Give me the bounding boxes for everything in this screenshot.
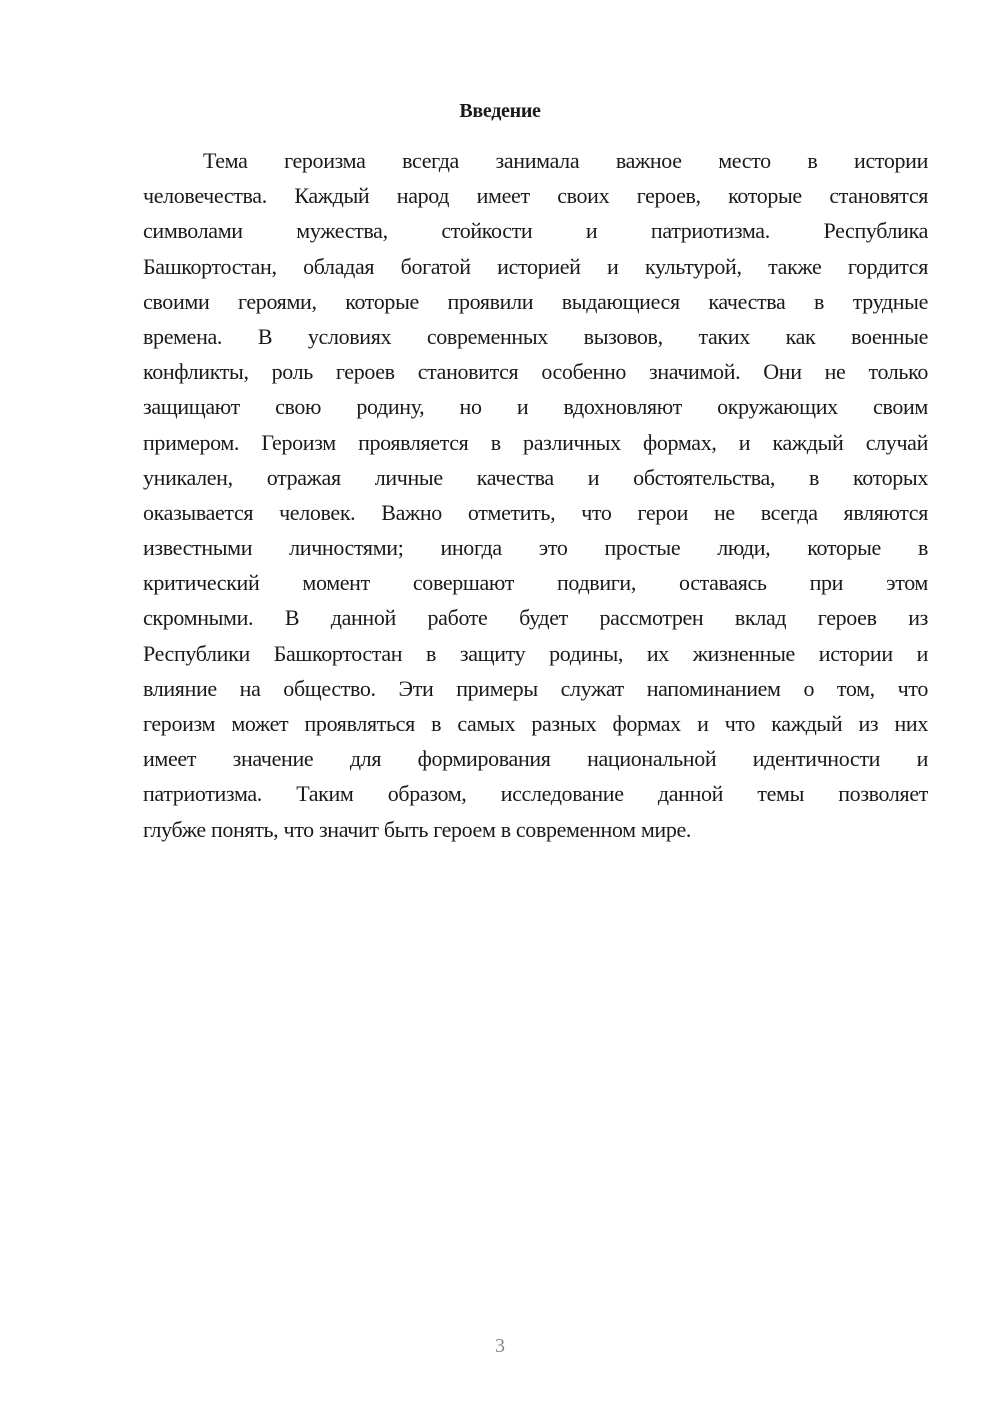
paragraph-line: человечества. Каждый народ имеет своих героев, которые становятся <box>143 183 928 209</box>
paragraph-line: защищают свою родину, но и вдохновляют окружающих своим <box>143 394 928 420</box>
paragraph-line: влияние на общество. Эти примеры служат напоминанием о том, что <box>143 675 928 701</box>
paragraph-line: глубже понять, что значит быть героем в современном мире. <box>143 816 692 842</box>
paragraph-line: уникален, отражая личные качества и обстоятельства, в которых <box>143 464 928 490</box>
paragraph-line: имеет значение для формирования национальной идентичности и <box>143 746 928 772</box>
paragraph-line: критический момент совершают подвиги, оставаясь при этом <box>143 570 928 596</box>
paragraph-line: патриотизма. Таким образом, исследование данной темы позволяет <box>143 781 928 807</box>
paragraph-line: примером. Героизм проявляется в различных формах, и каждый случай <box>143 429 928 455</box>
page-number: 3 <box>495 1335 505 1357</box>
paragraph-line: Республики Башкортостан в защиту родины, их жизненные истории и <box>143 640 928 666</box>
paragraph-line: героизм может проявляться в самых разных формах и что каждый из них <box>143 711 928 736</box>
paragraph-line: своими героями, которые проявили выдающиеся качества в трудные <box>143 288 928 314</box>
paragraph-line: символами мужества, стойкости и патриотизма. Республика <box>143 218 928 244</box>
intro-paragraph <box>143 143 928 847</box>
paragraph-line: оказывается человек. Важно отметить, что герои не всегда являются <box>143 499 928 525</box>
paragraph-line: скромными. В данной работе будет рассмотрен вклад героев из <box>143 605 928 631</box>
paragraph-line: времена. В условиях современных вызовов, таких как военные <box>143 323 928 349</box>
paragraph-line: Башкортостан, обладая богатой историей и культурой, также гордится <box>143 253 928 279</box>
paragraph-line: известными личностями; иногда это простые люди, которые в <box>143 535 928 561</box>
paragraph-line: Тема героизма всегда занимала важное место в истории <box>203 148 928 173</box>
section-heading: Введение <box>459 100 541 122</box>
paragraph-line: конфликты, роль героев становится особенно значимой. Они не только <box>143 359 928 385</box>
